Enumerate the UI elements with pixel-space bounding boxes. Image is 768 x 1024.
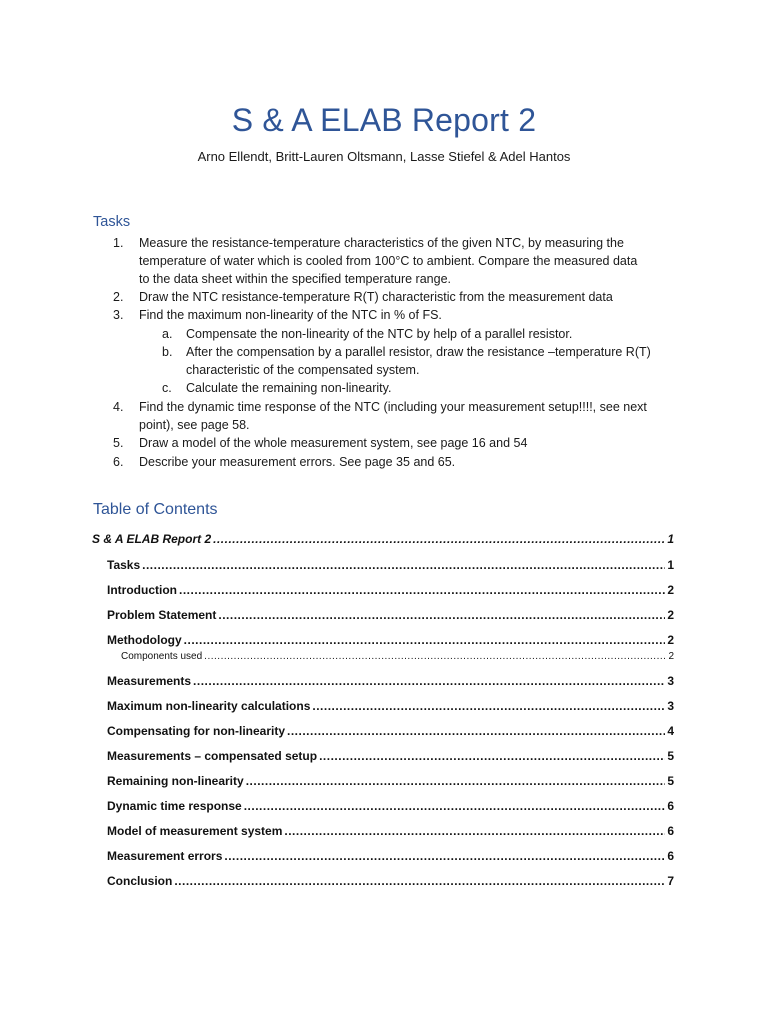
subtask-letter: a.	[162, 327, 173, 341]
toc-entry-model[interactable]	[0, 824, 674, 840]
toc-page-number: 5	[667, 749, 674, 763]
toc-entry-label: Measurements	[107, 674, 192, 688]
toc-leader	[174, 874, 665, 888]
toc-page-number: 3	[667, 674, 674, 688]
toc-page-number: 1	[667, 532, 674, 546]
toc-leader	[193, 674, 665, 688]
toc-entry-max-nonlinearity[interactable]	[0, 699, 674, 715]
task-text-line: temperature of water which is cooled from 100°C to ambient. Compare the measured data	[139, 254, 638, 268]
task-text-line: Measure the resistance-temperature characteristics of the given NTC, by measuring the	[139, 236, 624, 250]
task-text	[139, 453, 679, 471]
toc-entry-compensated-setup[interactable]	[0, 749, 674, 765]
toc-entry-label: Conclusion	[107, 874, 173, 888]
toc-entry-measurement-errors[interactable]	[0, 849, 674, 865]
task-number: 4.	[113, 400, 124, 414]
toc-leader	[213, 532, 665, 546]
task-text-line: point), see page 58.	[139, 418, 250, 432]
toc-entry-label: S & A ELAB Report 2	[92, 532, 212, 546]
task-text-line: Find the maximum non-linearity of the NTC in % of FS.	[139, 308, 442, 322]
task-number: 2.	[113, 290, 124, 304]
task-text	[139, 306, 679, 324]
toc-page-number: 7	[667, 874, 674, 888]
toc-page-number: 2	[668, 651, 674, 662]
task-text-line: Draw a model of the whole measurement system, see page 16 and 54	[139, 436, 528, 450]
task-text	[139, 398, 679, 434]
toc-entry-label: Model of measurement system	[107, 824, 283, 838]
toc-entry-title[interactable]	[0, 532, 674, 548]
toc-page-number: 5	[667, 774, 674, 788]
task-text	[139, 288, 679, 306]
task-text-line: After the compensation by a parallel resistor, draw the resistance –temperature R(T)	[186, 345, 651, 359]
task-number: 5.	[113, 436, 124, 450]
toc-leader	[319, 749, 665, 763]
toc-page-number: 2	[667, 583, 674, 597]
toc-leader	[179, 583, 665, 597]
toc-page-number: 6	[667, 849, 674, 863]
toc-entry-label: Remaining non-linearity	[107, 774, 244, 788]
toc-entry-label: Compensating for non-linearity	[107, 724, 286, 738]
author-line: Arno Ellendt, Britt-Lauren Oltsmann, Lasse Stiefel & Adel Hantos	[197, 149, 571, 164]
document-title: S & A ELAB Report 2	[231, 102, 537, 138]
toc-entry-label: Methodology	[107, 633, 182, 647]
toc-leader	[246, 774, 666, 788]
task-text-line: Draw the NTC resistance-temperature R(T) characteristic from the measurement data	[139, 290, 613, 304]
toc-leader	[224, 849, 665, 863]
subtask-letter: c.	[162, 381, 172, 395]
task-text-line: Describe your measurement errors. See page 35 and 65.	[139, 455, 456, 469]
toc-page-number: 4	[667, 724, 674, 738]
toc-leader	[184, 633, 666, 647]
task-number: 3.	[113, 308, 124, 322]
toc-entry-introduction[interactable]	[0, 583, 674, 599]
task-text-line: Compensate the non-linearity of the NTC by help of a parallel resistor.	[186, 327, 573, 341]
task-text-line: characteristic of the compensated system.	[186, 363, 420, 377]
task-text-line: Find the dynamic time response of the NTC (including your measurement setup!!!!, see next	[139, 400, 647, 414]
toc-entry-methodology[interactable]	[0, 633, 674, 649]
toc-leader	[204, 651, 666, 662]
toc-page-number: 3	[667, 699, 674, 713]
toc-entry-components-used[interactable]	[0, 651, 674, 667]
toc-leader	[218, 608, 665, 622]
toc-entry-label: Maximum non-linearity calculations	[107, 699, 311, 713]
toc-page-number: 2	[667, 633, 674, 647]
subtask-letter: b.	[162, 345, 173, 359]
toc-entry-label: Problem Statement	[107, 608, 217, 622]
toc-leader	[287, 724, 665, 738]
toc-page-number: 6	[667, 824, 674, 838]
task-text	[139, 434, 679, 452]
toc-page-number: 1	[667, 558, 674, 572]
toc-entry-measurements[interactable]	[0, 674, 674, 690]
toc-heading: Table of Contents	[93, 501, 218, 518]
toc-entry-problem-statement[interactable]	[0, 608, 674, 624]
toc-leader	[284, 824, 665, 838]
toc-entry-label: Dynamic time response	[107, 799, 242, 813]
toc-entry-label: Components used	[121, 651, 203, 662]
task-text-line: to the data sheet within the specified temperature range.	[139, 272, 451, 286]
subtask-text	[186, 379, 686, 397]
toc-entry-remaining-nonlinearity[interactable]	[0, 774, 674, 790]
task-text-line: Calculate the remaining non-linearity.	[186, 381, 392, 395]
toc-entry-label: Measurements – compensated setup	[107, 749, 318, 763]
toc-entry-tasks[interactable]	[0, 558, 674, 574]
toc-leader	[312, 699, 665, 713]
tasks-heading: Tasks	[93, 214, 131, 230]
toc-entry-dynamic-time-response[interactable]	[0, 799, 674, 815]
toc-leader	[244, 799, 666, 813]
toc-page-number: 2	[667, 608, 674, 622]
task-number: 6.	[113, 455, 124, 469]
task-text	[139, 234, 679, 288]
subtask-text	[186, 343, 686, 379]
toc-leader	[142, 558, 665, 572]
toc-entry-conclusion[interactable]	[0, 874, 674, 890]
toc-entry-label: Introduction	[107, 583, 177, 597]
subtask-text	[186, 325, 686, 343]
task-number: 1.	[113, 236, 124, 250]
toc-entry-label: Measurement errors	[107, 849, 223, 863]
toc-entry-label: Tasks	[107, 558, 141, 572]
toc-page-number: 6	[667, 799, 674, 813]
toc-entry-compensating[interactable]	[0, 724, 674, 740]
